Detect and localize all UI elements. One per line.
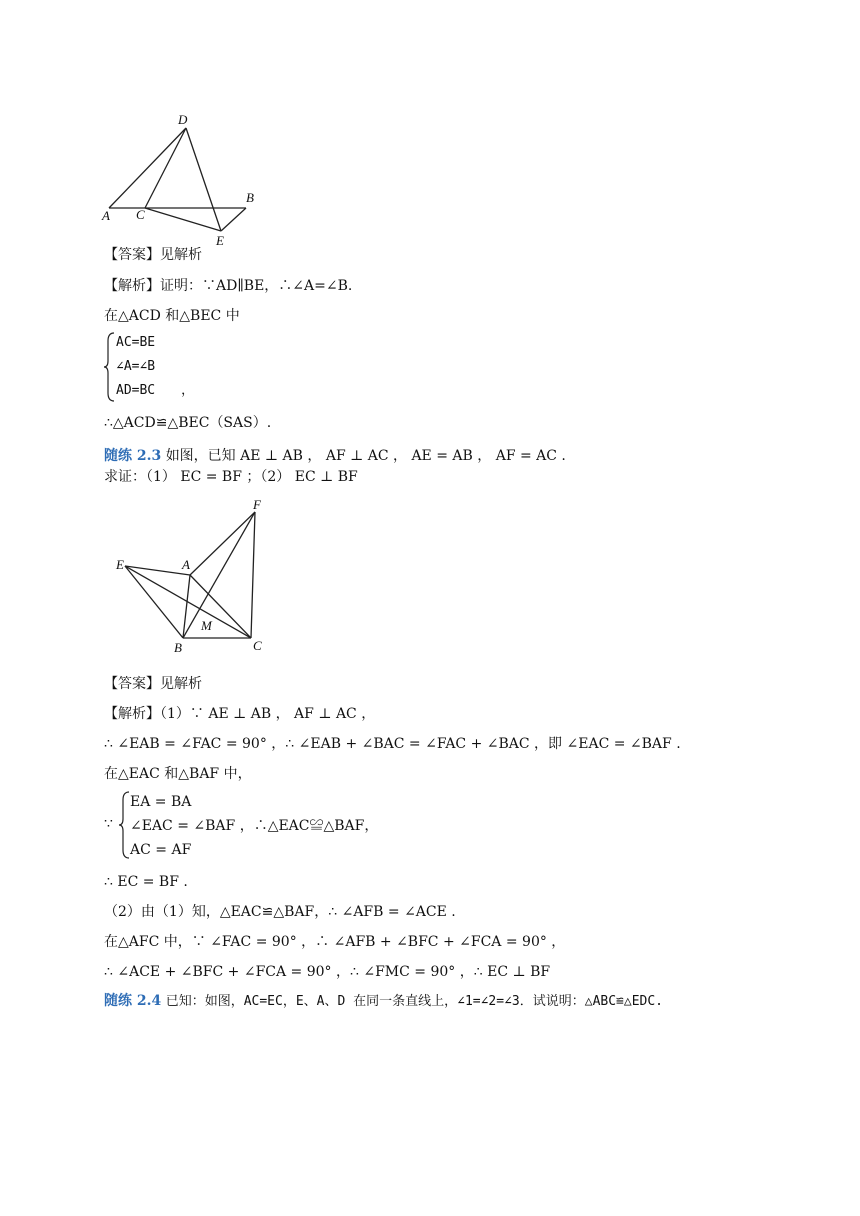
sys1-line-2: ∠A=∠B [116,359,156,374]
label-F: F [253,497,261,512]
sys1-line-3: AD=BC ， [116,383,195,398]
sys2-line-2: ∠EAC = ∠BAF ，∴△EAC≌△BAF， [130,818,379,834]
equation-system-1 [104,331,304,403]
label-C2: C [253,638,262,653]
analysis-tag-1: 【解析】 [104,278,160,294]
label-M: M [201,618,212,633]
analysis-2-line-4: ∴ EC = BF . [104,874,188,890]
prove-2-3: 求证：（1） EC = BF ；（2） EC ⊥ BF [104,469,358,485]
label-E2: E [116,557,124,572]
label-B2: B [174,640,182,655]
label-C: C [136,207,145,222]
exercise-tag-2-4: 随练 2.4 [104,993,162,1009]
brace-icon [104,331,116,403]
answer-1: 【答案】见解析 [104,247,202,263]
analysis-2-line-2: ∴ ∠EAB = ∠FAC = 90° ，∴ ∠EAB + ∠BAC = ∠FAC + ∠BAC ，即 ∠EAC = ∠BAF . [104,736,681,752]
sys2-line-3: AC = AF [130,842,192,858]
figure-2-diagram [110,496,275,658]
analysis-2-line-5: （2）由（1）知，△EAC≌△BAF，∴ ∠AFB = ∠ACE . [104,904,456,920]
conclusion-1: ∴△ACD≌△BEC（SAS）. [104,415,272,431]
figure-1-diagram [96,108,272,250]
exercise-2-3 [104,446,566,466]
in-triangles-1: 在△ACD 和△BEC 中 [104,308,240,324]
exercise-2-4 [104,991,663,1012]
analysis-2-line-3: 在△EAC 和△BAF 中， [104,766,252,782]
analysis-2-line-6: 在△AFC 中，∵ ∠FAC = 90° ，∴ ∠AFB + ∠BFC + ∠FCA = 90° ， [104,934,566,950]
answer-2: 【答案】见解析 [104,676,202,692]
exercise-text-2-4: 已知：如图，AC=EC，E、A、D 在同一条直线上，∠1=∠2=∠3．试说明：△ABC≌△EDC. [165,994,664,1009]
analysis-2-line-1: 【解析】（1）∵ AE ⊥ AB ， AF ⊥ AC ， [104,706,376,722]
label-A2: A [182,557,190,572]
equation-system-2 [104,790,424,860]
label-B: B [246,190,254,205]
sys2-line-1: EA = BA [130,794,192,810]
analysis-2-line-7: ∴ ∠ACE + ∠BFC + ∠FCA = 90° ，∴ ∠FMC = 90° ，∴ EC ⊥ BF [104,964,551,980]
label-A: A [102,208,110,223]
label-D: D [178,112,188,127]
because-symbol: ∵ [104,816,113,832]
label-E: E [216,233,224,248]
analysis-text-1: 证明：∵AD∥BE，∴∠A=∠B. [160,278,353,294]
sys1-line-1: AC=BE [116,335,156,350]
analysis-1 [104,276,352,296]
exercise-text-2-3: 如图，已知 AE ⊥ AB ， AF ⊥ AC ， AE = AB ， AF = AC . [165,448,566,464]
exercise-tag-2-3: 随练 2.3 [104,448,162,464]
